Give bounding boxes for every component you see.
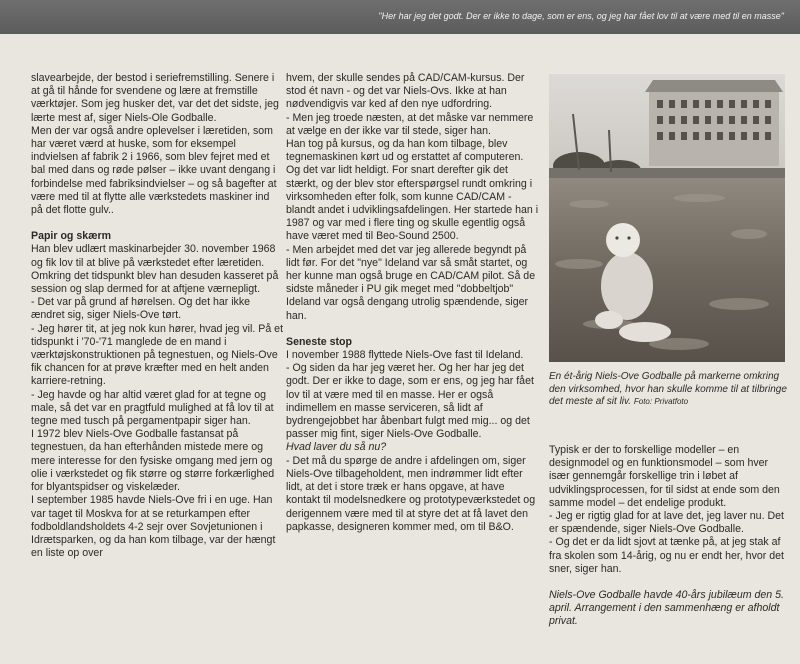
- article-column-2: [286, 72, 540, 534]
- paragraph: hvem, der skulle sendes på CAD/CAM-kursus. Der stod ét navn - og det var Niels-Ovs. Ikke at han nødvendigvis var ked af den nye udfordring.: [286, 72, 525, 111]
- paragraph: - Men jeg troede næsten, at det måske var nemmere at vælge en der ikke var til stede, siger han.: [286, 111, 534, 137]
- photo-credit: Foto: Privatfoto: [633, 397, 689, 406]
- paragraph: - Det må du spørge de andre i afdelingen om, siger Niels-Ove tilbageholdent, men indrømmer lidt efter lidt, at det i store træk er hans opgave, at have kontakt til modelsnedkere og prototypeværkstedet og derigennem være med til at styre det at få lavet den papkasse, designeren kommer med, om til B&O.: [286, 454, 536, 533]
- paragraph: Men der var også andre oplevelser i læretiden, som har været værd at huske, som for eksempel indvielsen af fabrik 2 i 1966, som blev fejret med et bal med dans og røde pølser – ikke uvant dengang i forbindelse med fabriksindvielser – og så bagefter at være med til at flytte alle værkstedets maskiner ind på det flotte gulv..: [31, 124, 277, 217]
- article-column-1: [31, 72, 283, 560]
- footnote: Niels-Ove Godballe havde 40-års jubilæum den 5. april. Arrangement i den sammenhæng er afholdt privat.: [549, 589, 784, 628]
- section-heading: Seneste stop: [286, 335, 352, 348]
- paragraph: - Det var på grund af hørelsen. Og det har ikke ændret sig, siger Niels-Ove tørt.: [31, 296, 251, 322]
- paragraph: I september 1985 havde Niels-Ove fri i en uge. Han var taget til Moskva for at se returkampen efter fodboldlandsholdets 4-2 sejr over Sovjetunionen i Idrætsparken, og da han kom tilbage, var der hængt en liste op over: [31, 494, 276, 560]
- paragraph: - Og det er da lidt sjovt at tænke på, at jeg stak af fra skolen som 14-årig, og nu er endt her, hvor det sner, siger han.: [549, 536, 784, 575]
- paragraph: Han tog på kursus, og da han kom tilbage, blev tegnemaskinen kørt ud og erstattet af computeren. Og det var lidt heldigt. For snart derefter gik det stærkt, og der blev stor efterspørgsel rundt omkring i virksomheden efter folk, som kunne CAD/CAM - blandt andet i udviklingsafdelingen. Her startede han i 1987 og var med i flere ting og skulle egentlig også have været med til Beo-Sound 2500.: [286, 138, 539, 243]
- paragraph: - Jeg hører tit, at jeg nok kun hører, hvad jeg vil. På et tidspunkt i '70-'71 manglede de en mand i værktøjskonstruktionen på tegnestuen, og Niels-Ove fik chancen for at prøve kræfter med en helt anden karriere-retning.: [31, 322, 284, 388]
- paragraph: - Jeg er rigtig glad for at lave det, jeg laver nu. Det er spændende, siger Niels-Ove Godballe.: [549, 510, 784, 536]
- section-heading: Papir og skærm: [31, 230, 112, 243]
- paragraph: - Men arbejdet med det var jeg allerede begyndt på lidt før. For det "nye" Ideland var så småt startet, og her kunne man også bruge en CAD/CAM pilot. Så de sidste måneder i PU gik meget med "dobbeltjob" Ideland var også dengang utrolig spændende, siger han.: [286, 243, 536, 322]
- header-quote: "Her har jeg det godt. Der er ikke to dage, som er ens, og jeg har fået lov til at være med til en masse": [378, 11, 784, 21]
- paragraph: Han blev udlært maskinarbejder 30. november 1968 og fik lov til at blive på værkstedet efter læretiden. Omkring det tidspunkt blev han desuden kasseret på session og slap dermed for at aftjene værnepligt.: [31, 243, 279, 296]
- factory-building: [645, 80, 783, 166]
- article-column-3: [549, 444, 789, 629]
- caption-text: En ét-årig Niels-Ove Godballe på markerne omkring den virksomhed, hvor han skulle komme til at tilbringe det meste af sit liv.: [549, 371, 787, 407]
- paragraph: I november 1988 flyttede Niels-Ove fast til Ideland.: [286, 349, 524, 362]
- paragraph: slavearbejde, der bestod i seriefremstilling. Senere i at gå til hånde for svendene og lære at fremstille værktøjer. Som jeg husker det, var det det sidste, jeg lærte mest af, siger Niels-Ole Godballe.: [31, 72, 279, 124]
- paragraph: - Og siden da har jeg været her. Og her har jeg det godt. Der er ikke to dage, som er ens, og jeg har fået lov til at være med til en masse. Her er også indimellem en masse servicеren, så lidt af bydrengejobbet har åbenbart fulgt med mig... og det passer mig fint, siger Niels-Ove Godballe.: [286, 362, 534, 441]
- question: Hvad laver du så nu?: [286, 441, 387, 454]
- paragraph: I 1972 blev Niels-Ove Godballe fastansat på tegnestuen, da han efterhånden mistede mere og mere interesse for den fysiske omgang med jern og olie i værkstedet og fik større og større forkærlighed for blyantspidser og viskelæder.: [31, 428, 275, 494]
- paragraph: Typisk er der to forskellige modeller – en designmodel og en funktionsmodel – som hver især gennemgår forskellige trin i løbet af udviklingsprocessen, for til sidst at ende som den samme model – det endelige produkt.: [549, 444, 780, 509]
- header-band: [0, 0, 800, 34]
- photo-caption: [549, 371, 789, 409]
- photo-illustration: [549, 74, 785, 362]
- baby-photo: [549, 74, 785, 362]
- paragraph: - Jeg havde og har altid været glad for at tegne og male, så det var en pragtfuld mulighed at få lov til at tegne med tusch på pergamentpapir siger han.: [31, 388, 274, 428]
